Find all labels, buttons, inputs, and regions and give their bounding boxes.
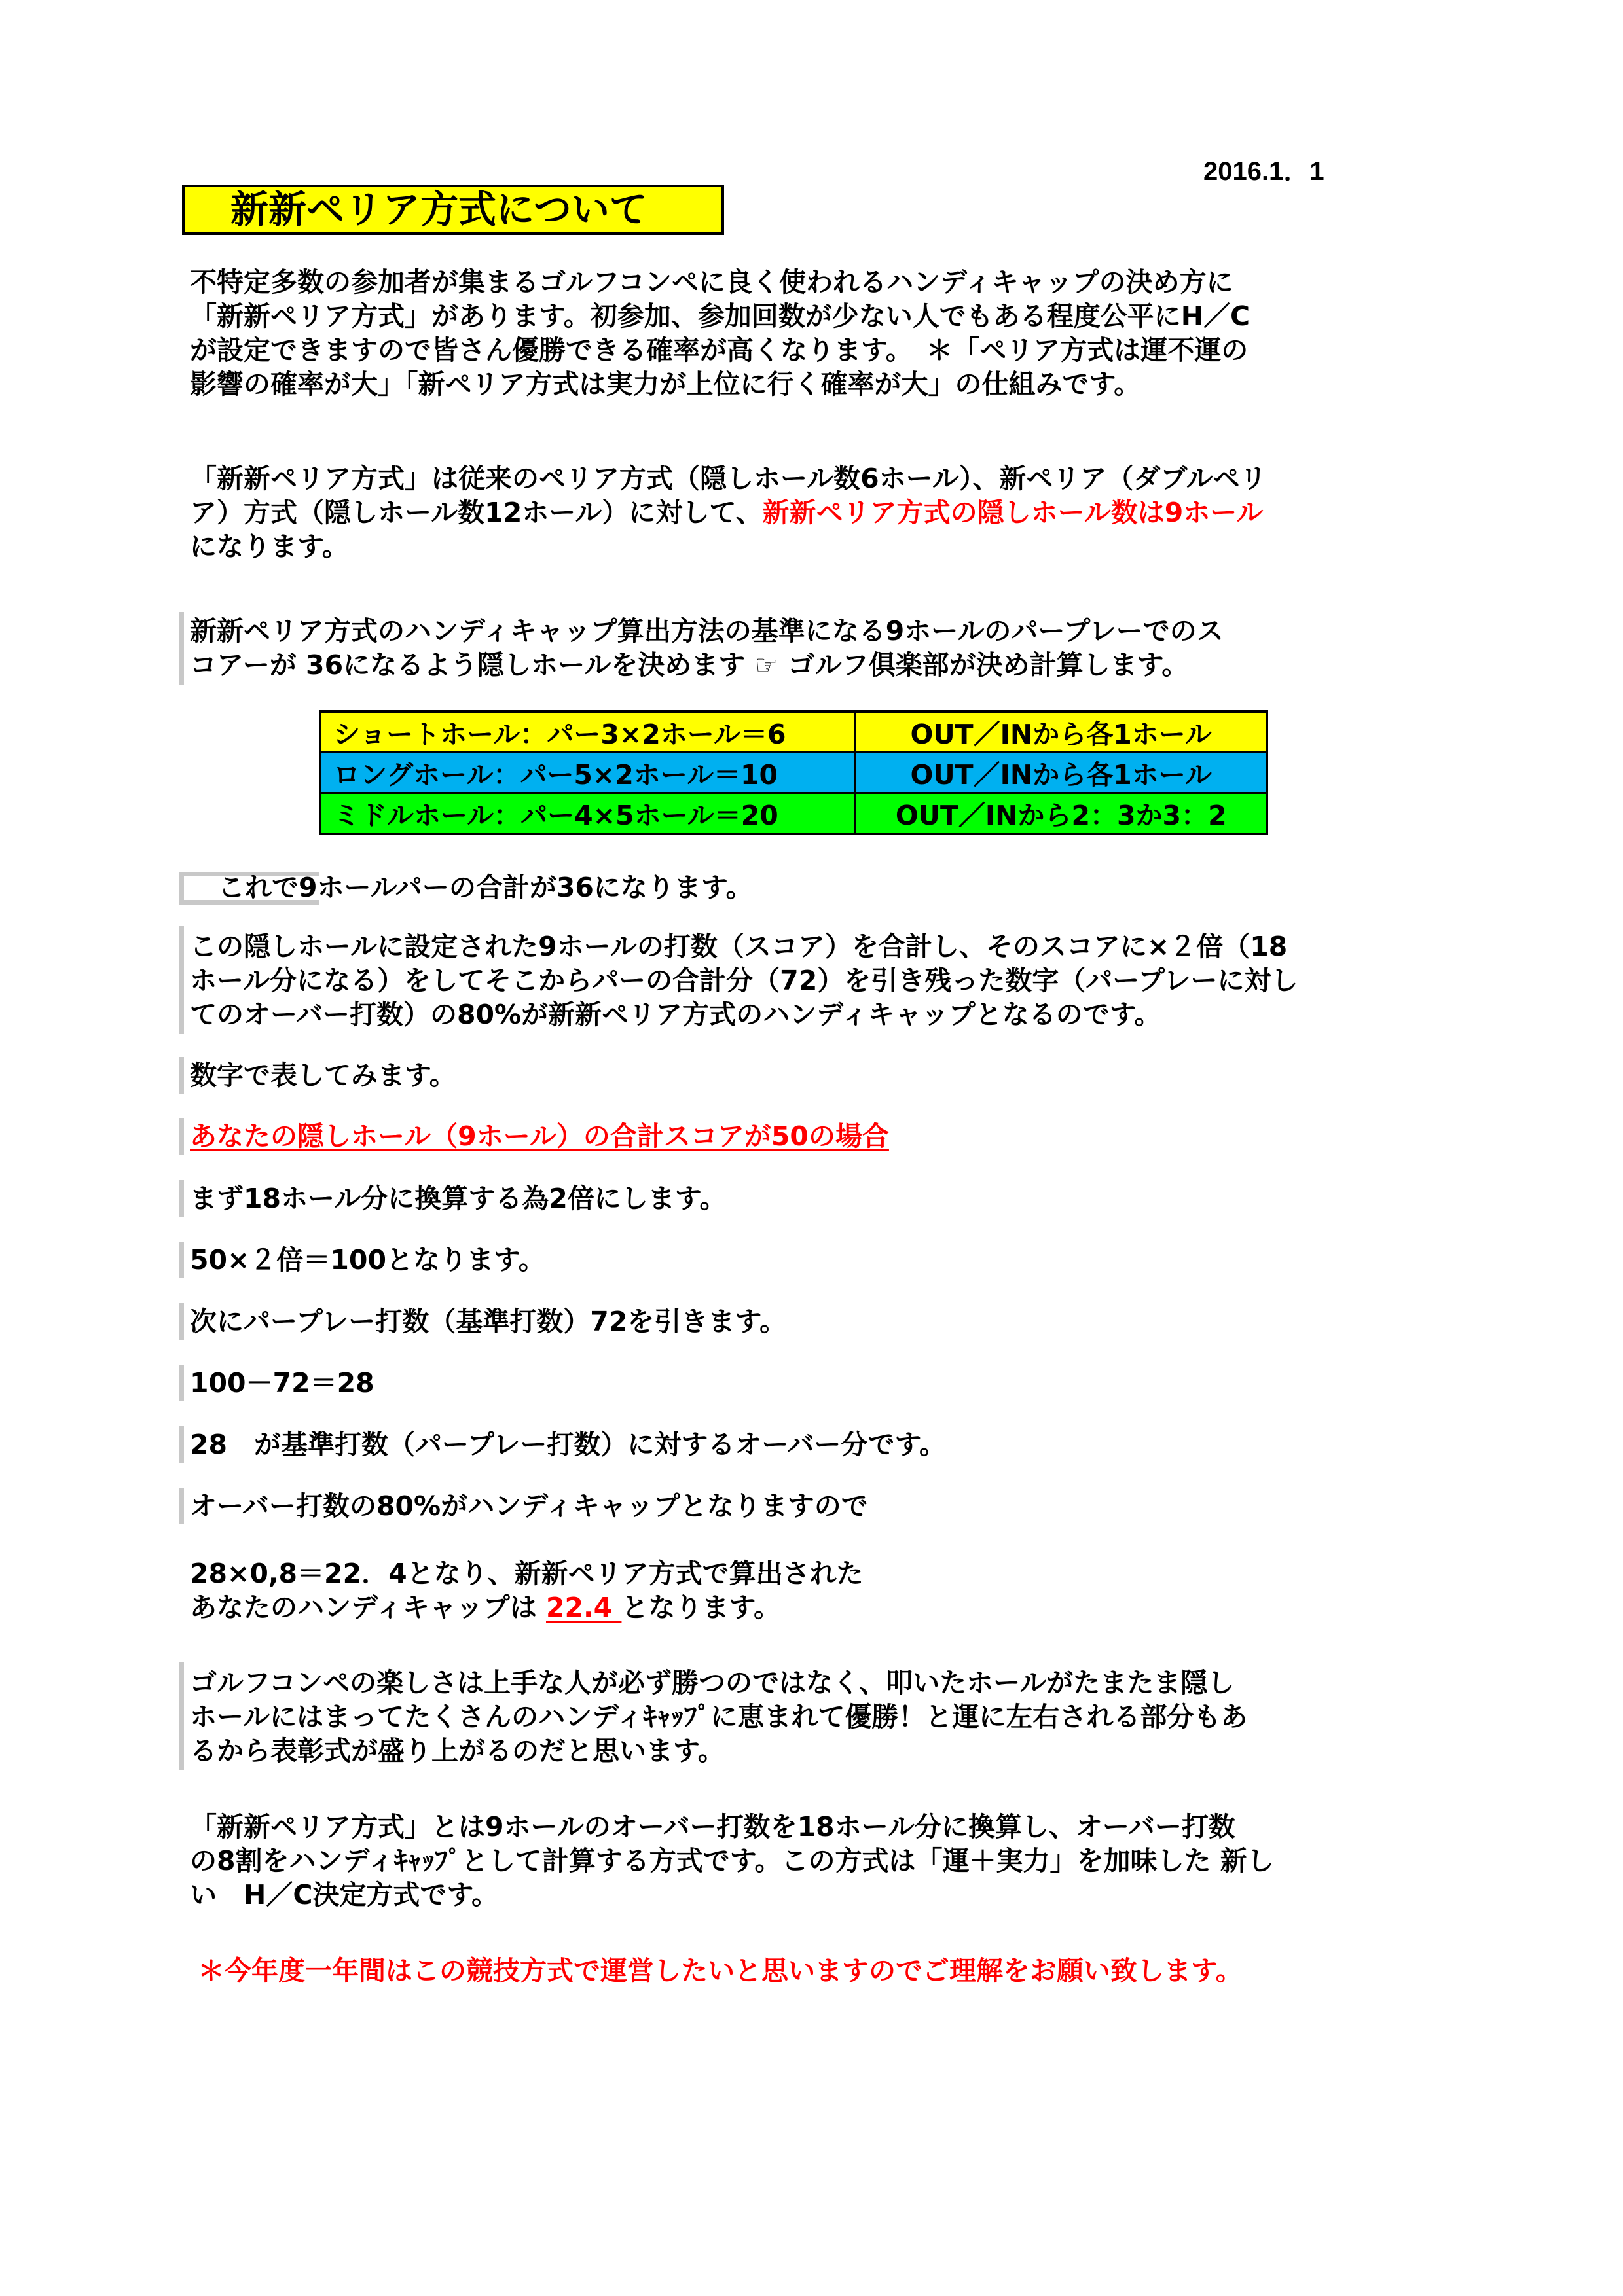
handicap-value: 22.4 [546,1592,622,1623]
step-line: 100－72＝28 [190,1367,374,1399]
step-line: 次にパープレー打数（基準打数）72を引きます。 [190,1306,787,1337]
table-row [320,753,1267,793]
result-prefix: あなたのハンディキャップは [190,1592,546,1623]
calc-line: てのオーバー打数）の80%が新新ペリア方式のハンディキャップとなるのです。 [190,999,1161,1030]
side-bar [179,926,184,1034]
basis-line: 新新ペリア方式のハンディキャップ算出方法の基準になる9ホールのパープレーでのス [190,615,1224,647]
side-bar [179,1057,184,1094]
summary-line: い H／C決定方式です。 [190,1879,499,1910]
step-line: 28 が基準打数（パープレー打数）に対するオーバー分です。 [190,1429,947,1460]
hole-source-cell: OUT／INから各1ホール [856,753,1267,793]
hole-type-cell: ロングホール：パー5×2ホール＝10 [320,753,856,793]
side-bar [179,1180,184,1217]
intro-line: 影響の確率が大」「新ペリア方式は実力が上位に行く確率が大」の仕組みです。 [190,368,1141,400]
document-title: 新新ペリア方式について [182,185,724,235]
result-line [190,1590,864,1624]
result-paragraph [190,1556,864,1624]
fun-line: るから表彰式が盛り上がるのだと思います。 [190,1735,725,1767]
intro-line: 不特定多数の参加者が集まるゴルフコンペに良く使われるハンディキャップの決め方に [190,266,1233,298]
side-bar [179,1662,184,1770]
basis-paragraph [190,614,1224,682]
result-line: 28×0,8＝22．4となり、新新ペリア方式で算出された [190,1558,864,1589]
side-bar [179,1488,184,1524]
example-case: あなたの隠しホール（9ホール）の合計スコアが50の場合 [190,1121,889,1152]
hole-table [319,710,1268,835]
calc-line: ホール分になる）をしてそこからパーの合計分（72）を引き残った数字（パープレーに対し [190,965,1298,996]
step-line: 50×２倍＝100となります。 [190,1244,545,1276]
intro-line: 「新新ペリア方式」があります。初参加、参加回数が少ない人でもある程度公平にH／C [190,300,1250,332]
hidden-holes-paragraph [190,461,1267,564]
side-bar [179,1118,184,1155]
intro-paragraph [190,265,1250,401]
holes-line-emphasis: 新新ペリア方式の隠しホール数は9ホール [762,497,1264,528]
fun-line: ゴルフコンペの楽しさは上手な人が必ず勝つのではなく、叩いたホールがたまたま隠し [190,1667,1235,1698]
total-36-line: これで9ホールパーの合計が36になります。 [218,872,753,903]
hole-type-cell: ショートホール：パー3×2ホール＝6 [320,711,856,753]
intro-line: が設定できますので皆さん優勝できる確率が高くなります。 ＊「ペリア方式は運不運の [190,334,1249,366]
table-row [320,711,1267,753]
summary-line: 「新新ペリア方式」とは9ホールのオーバー打数を18ホール分に換算し、オーバー打数 [190,1811,1235,1842]
side-bar [179,1365,184,1401]
holes-line: 「新新ペリア方式」は従来のペリア方式（隠しホール数6ホール）、新ペリア（ダブルペリ [190,463,1267,494]
holes-line: になります。 [190,531,349,562]
side-bar [179,1426,184,1463]
example-intro: 数字で表してみます。 [190,1060,456,1091]
holes-line [190,495,1267,529]
fun-paragraph [190,1666,1247,1768]
side-bar [179,1303,184,1340]
hole-source-cell: OUT／INから2：3か3：2 [856,793,1267,834]
fun-line: ホールにはまってたくさんのハンディｷｬｯﾌﾟに恵まれて優勝！と運に左右される部分もあ [190,1701,1248,1732]
closing-note: ＊今年度一年間はこの競技方式で運営したいと思いますのでご理解をお願い致します。 [198,1955,1243,1986]
result-suffix: となります。 [621,1592,781,1623]
holes-line-plain: ア）方式（隠しホール数12ホール）に対して、 [190,497,763,528]
step-line: まず18ホール分に換算する為2倍にします。 [190,1183,727,1214]
document-date: 2016.1．1 [1203,157,1324,186]
side-bar [179,1242,184,1278]
calc-line: この隠しホールに設定された9ホールの打数（スコア）を合計し、そのスコアに×２倍（18 [190,931,1288,962]
basis-line: コアーが 36になるよう隠しホールを決めます ☞ ゴルフ倶楽部が決め計算します。 [190,649,1189,681]
table-row [320,793,1267,834]
calc-paragraph [190,929,1298,1031]
step-line: オーバー打数の80%がハンディキャップとなりますので [190,1490,868,1522]
summary-paragraph [190,1810,1274,1912]
summary-line: の8割をハンディｷｬｯﾌﾟとして計算する方式です。この方式は「運＋実力」を加味した 新し [190,1845,1274,1876]
hole-source-cell: OUT／INから各1ホール [856,711,1267,753]
side-bar [179,612,184,685]
hole-type-cell: ミドルホール：パー4×5ホール＝20 [320,793,856,834]
